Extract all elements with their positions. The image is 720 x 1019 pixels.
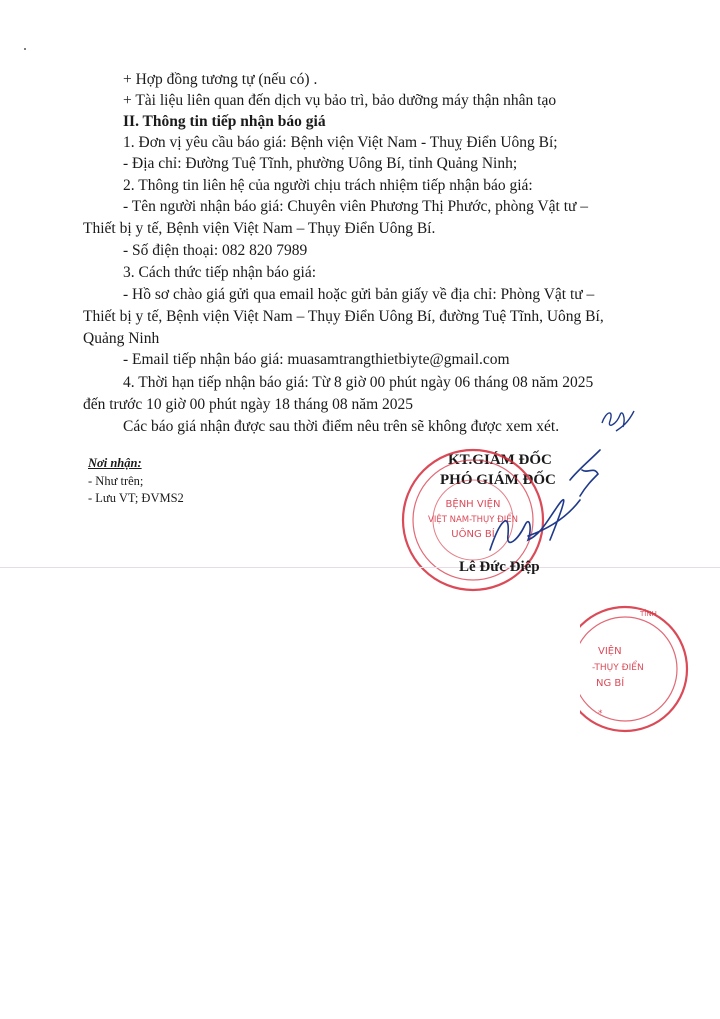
signature-title-1: KT.GIÁM ĐỐC [448,452,552,468]
body-line: Thiết bị y tế, Bệnh viện Việt Nam – Thụy Điển Uông Bí. [83,220,436,237]
body-line: Thiết bị y tế, Bệnh viện Việt Nam – Thụy Điển Uông Bí, đường Tuệ Tĩnh, Uông Bí, [83,308,604,325]
body-line: - Tên người nhận báo giá: Chuyên viên Phương Thị Phước, phòng Vật tư – [123,198,589,215]
seal-text-2: VIỆT NAM-THỤY ĐIỂN [428,515,518,525]
recipient-item: - Như trên; [88,474,144,488]
partial-seal-text-1: VIỆN [598,646,622,657]
body-line: Các báo giá nhận được sau thời điểm nêu trên sẽ không được xem xét. [123,418,560,435]
initials-mark [596,403,636,437]
scan-speck [24,48,26,50]
body-line: 1. Đơn vị yêu cầu báo giá: Bệnh viện Việt Nam - Thuỵ Điển Uông Bí; [123,134,558,151]
body-line: 2. Thông tin liên hệ của người chịu trách nhiệm tiếp nhận báo giá: [123,177,533,194]
recipient-item: - Lưu VT; ĐVMS2 [88,491,184,505]
partial-seal [580,604,720,734]
recipients-heading: Nơi nhận: [88,456,142,470]
body-line: Quảng Ninh [83,330,160,347]
section-heading: II. Thông tin tiếp nhận báo giá [123,113,326,130]
partial-seal-text-2: -THỤY ĐIỂN [592,663,644,673]
body-line: + Tài liệu liên quan đến dịch vụ bảo trì, bảo dưỡng máy thận nhân tạo [123,92,557,109]
page-fold-line [0,567,720,568]
body-line: - Địa chỉ: Đường Tuệ Tĩnh, phường Uông Bí, tỉnh Quảng Ninh; [123,155,518,172]
body-line: - Hồ sơ chào giá gửi qua email hoặc gửi bản giấy về địa chỉ: Phòng Vật tư – [123,286,595,303]
signer-name: Lê Đức Điệp [459,559,540,575]
partial-seal-text-3: NG BÍ [596,678,625,689]
body-line: - Email tiếp nhận báo giá: muasamtrangthietbiyte@gmail.com [123,351,510,368]
signature-title-2: PHÓ GIÁM ĐỐC [440,472,556,488]
body-line: + Hợp đồng tương tự (nếu có) . [123,71,318,88]
body-line: - Số điện thoại: 082 820 7989 [123,242,308,259]
seal-text-3: UÔNG BÍ [451,529,495,540]
body-line: 4. Thời hạn tiếp nhận báo giá: Từ 8 giờ 00 phút ngày 06 tháng 08 năm 2025 [123,374,594,391]
body-line: đến trước 10 giờ 00 phút ngày 18 tháng 08 năm 2025 [83,396,414,413]
seal-star-icon: * [598,709,603,719]
seal-text-1: BỆNH VIỆN [445,499,501,510]
seal-rim-text: TỈNH [640,610,657,618]
body-line: 3. Cách thức tiếp nhận báo giá: [123,264,317,281]
